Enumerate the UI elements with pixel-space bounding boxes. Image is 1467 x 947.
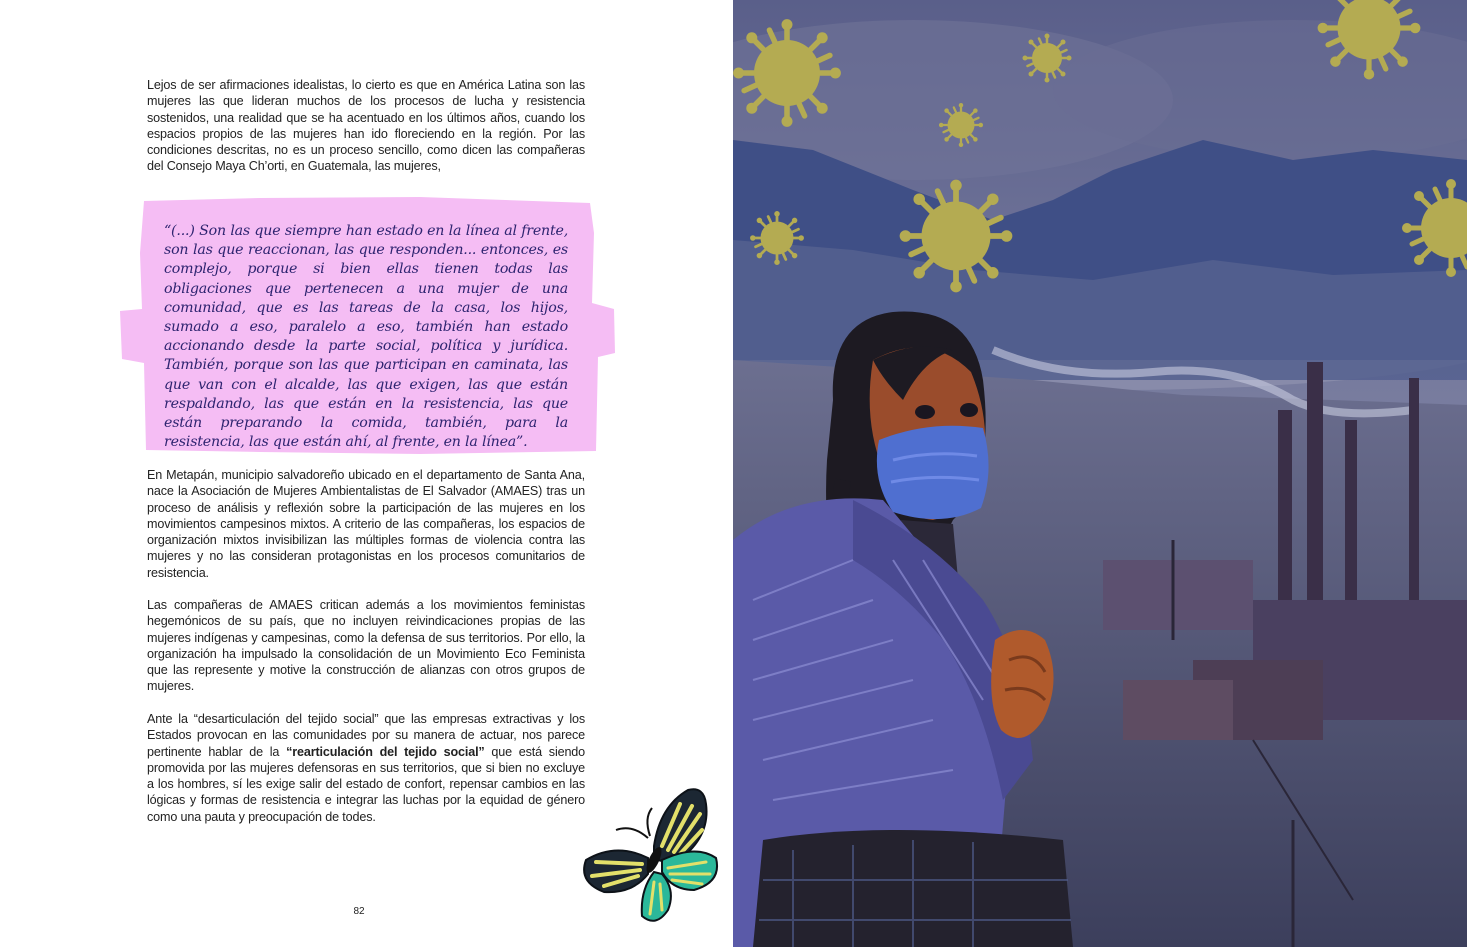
quote-text: “(...) Son las que siempre han estado en la línea al frente, son las que reaccionan, las que responden... entonces, es complejo, porque si bien ellas tienen todas las obligaciones que pertenecen a una mujer de una comunidad, que es las tareas de la casa, los hijos, sumado a eso, paralelo a eso, también han estado accionando desde la parte social, política y jurídica. También, porque son las que participan en caminata, las que van con el alcalde, las que exigen, las que están respaldando, las que están en la resistencia, las que están preparando la comida, también, para la resistencia, las que están ahí, al frente, en la línea”. bbox=[164, 223, 568, 451]
butterfly-icon bbox=[576, 786, 726, 928]
body-paragraph-2: En Metapán, municipio salvadoreño ubicado en el departamento de Santa Ana, nace la Asociación de Mujeres Ambientalistas de El Salvador (AMAES) tras un proceso de análisis y reflexión sobre la participación de las mujeres en los movimientos campesinos mixtos. A criterio de las compañeras, los espacios de organización mixtos invisibilizan las múltiples formas de violencia contra las mujeres y no las consideran protagonistas en los procesos comunitarios de resistencia. bbox=[147, 468, 585, 580]
page-number: 82 bbox=[353, 906, 365, 917]
bold-phrase: “rearticulación del tejido social” bbox=[286, 744, 485, 759]
illustration bbox=[733, 0, 1467, 947]
body-paragraph-3: Las compañeras de AMAES critican además a los movimientos feministas hegemónicos de su país, que no incluyen reivindicaciones propias de las mujeres indígenas y campesinas, como la defensa de sus territorios. Por ello, la organización ha impulsado la consolidación de un Movimiento Eco Feminista que las represente y motive la construcción de alianzas con otros grupos de mujeres. bbox=[147, 598, 585, 694]
paragraph-text: Ante la “desarticulación del tejido social” que las empresas extractivas y los Estados provocan en las comunidades por su manera de actuar, nos parece pertinente hablar de la bbox=[147, 712, 585, 759]
body-paragraph-1: Lejos de ser afirmaciones idealistas, lo cierto es que en América Latina son las mujeres las que lideran muchos de los procesos de lucha y resistencia sostenidos, una realidad que se ha acentuado en los últimos años, cuando los espacios propios de las mujeres han ido floreciendo en la región. Por las condiciones descritas, no es un proceso sencillo, como dicen las compañeras del Consejo Maya Ch’orti, en Guatemala, las mujeres, bbox=[147, 78, 585, 174]
left-page bbox=[0, 0, 733, 947]
quote-block bbox=[120, 193, 616, 455]
illustration-panel bbox=[733, 0, 1467, 947]
body-paragraph-4 bbox=[147, 711, 585, 825]
paragraph-text: que está siendo promovida por las mujeres defensoras en sus territorios, que si bien no excluye a los hombres, sí les exige salir del estado de confort, repensar cambios en las lógicas y formas de resistencia e integrar las luchas por la equidad de género como una pauta y preocupación de todes. bbox=[147, 744, 586, 824]
